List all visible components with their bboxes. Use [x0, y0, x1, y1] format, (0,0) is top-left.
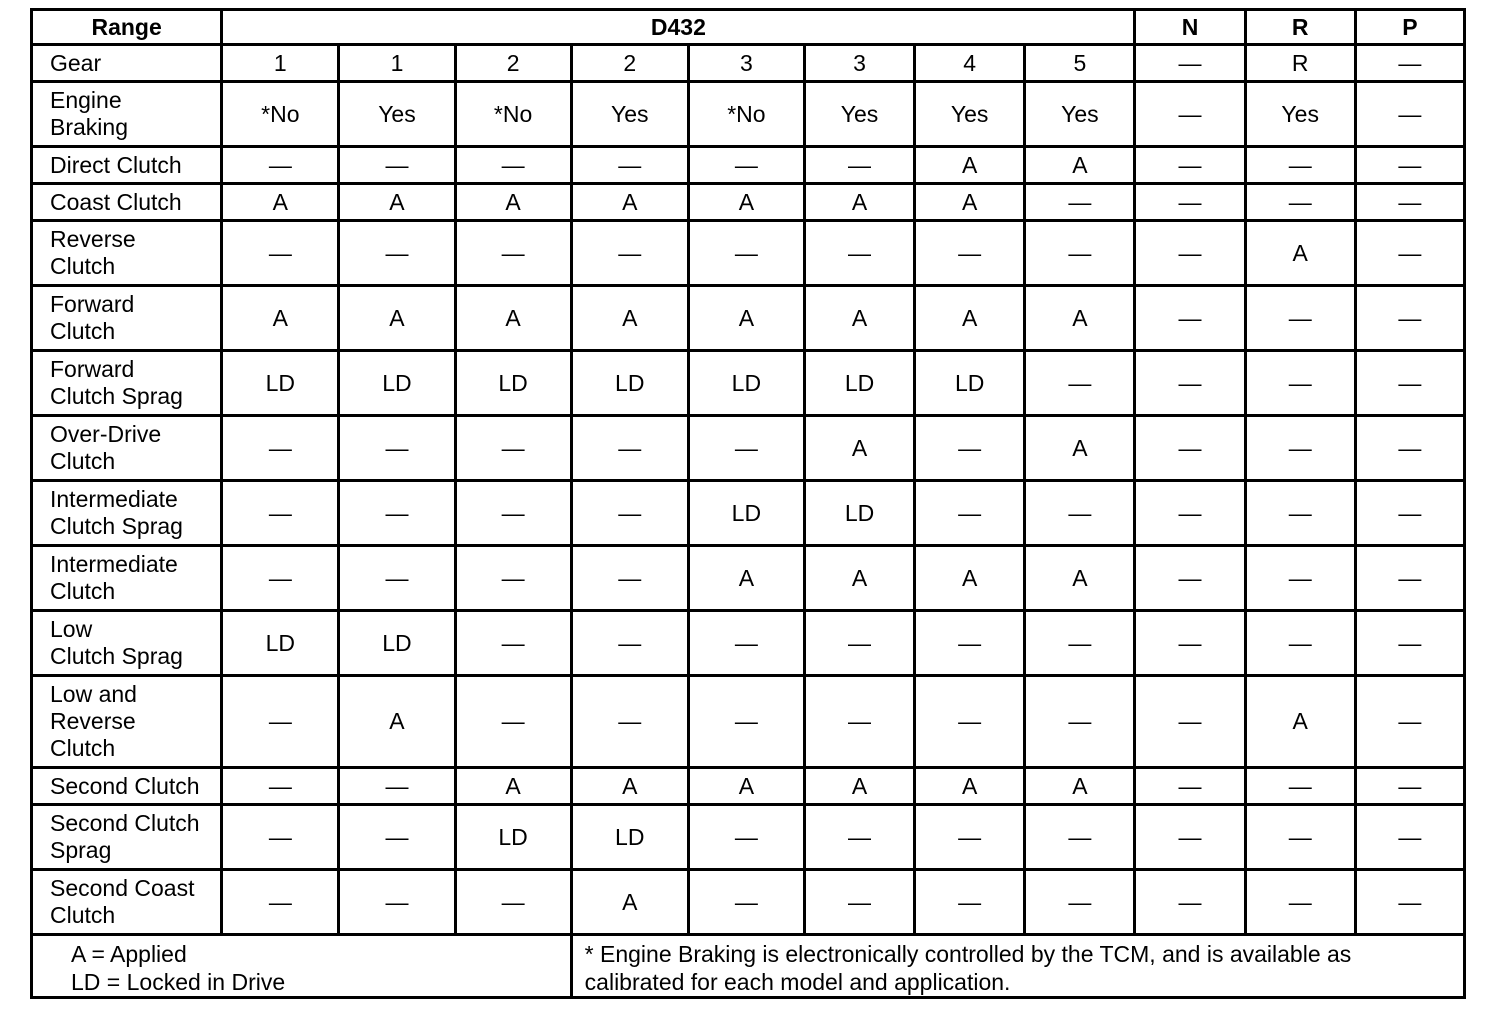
table-cell: A	[915, 184, 1025, 221]
table-cell: A	[571, 184, 688, 221]
table-cell: —	[1245, 611, 1355, 676]
table-cell: —	[571, 676, 688, 768]
table-cell: 1	[222, 45, 339, 82]
table-cell: A	[1025, 416, 1135, 481]
table-cell: —	[688, 416, 804, 481]
clutch-application-chart	[30, 8, 1466, 999]
table-cell: A	[804, 184, 914, 221]
table-cell: —	[1025, 221, 1135, 286]
table-cell: —	[339, 805, 455, 870]
table-cell: —	[222, 676, 339, 768]
table-cell: —	[1025, 870, 1135, 935]
row-label: Intermediate Clutch Sprag	[32, 481, 222, 546]
table-cell: LD	[915, 351, 1025, 416]
table-cell: —	[688, 611, 804, 676]
table-cell: —	[915, 611, 1025, 676]
table-cell: A	[1025, 546, 1135, 611]
table-cell: A	[339, 676, 455, 768]
table-cell: *No	[222, 82, 339, 147]
n-header: N	[1135, 10, 1245, 45]
table-cell: Yes	[339, 82, 455, 147]
row-label: Engine Braking	[32, 82, 222, 147]
table-row	[32, 351, 1465, 416]
table-cell: —	[339, 221, 455, 286]
table-cell: 3	[804, 45, 914, 82]
table-cell: LD	[339, 351, 455, 416]
table-cell: —	[1355, 676, 1464, 768]
row-label: Reverse Clutch	[32, 221, 222, 286]
table-cell: A	[804, 286, 914, 351]
table-cell: A	[339, 286, 455, 351]
table-cell: —	[804, 147, 914, 184]
table-cell: LD	[455, 351, 571, 416]
table-cell: —	[339, 870, 455, 935]
table-cell: LD	[804, 481, 914, 546]
table-cell: —	[1245, 481, 1355, 546]
table-cell: —	[1025, 805, 1135, 870]
clutch-application-table	[30, 8, 1466, 999]
table-cell: LD	[455, 805, 571, 870]
row-label: Gear	[32, 45, 222, 82]
table-cell: —	[1245, 286, 1355, 351]
table-cell: —	[1135, 546, 1245, 611]
table-cell: —	[915, 805, 1025, 870]
range-header: Range	[32, 10, 222, 45]
table-cell: —	[804, 870, 914, 935]
table-cell: A	[455, 768, 571, 805]
table-cell: LD	[571, 805, 688, 870]
table-cell: A	[804, 546, 914, 611]
table-cell: *No	[455, 82, 571, 147]
table-row	[32, 416, 1465, 481]
table-cell: A	[571, 286, 688, 351]
table-cell: A	[688, 184, 804, 221]
table-cell: —	[571, 546, 688, 611]
table-cell: A	[915, 546, 1025, 611]
table-cell: —	[1135, 147, 1245, 184]
table-cell: —	[804, 676, 914, 768]
table-cell: LD	[571, 351, 688, 416]
table-cell: —	[222, 870, 339, 935]
table-cell: A	[571, 768, 688, 805]
table-cell: —	[1025, 351, 1135, 416]
table-cell: —	[1135, 82, 1245, 147]
table-cell: —	[571, 416, 688, 481]
table-cell: LD	[222, 351, 339, 416]
table-cell: LD	[339, 611, 455, 676]
table-row	[32, 805, 1465, 870]
table-cell: —	[1135, 45, 1245, 82]
row-label: Low and Reverse Clutch	[32, 676, 222, 768]
table-row	[32, 676, 1465, 768]
table-cell: A	[915, 147, 1025, 184]
table-cell: —	[1025, 184, 1135, 221]
table-cell: —	[222, 221, 339, 286]
table-cell: A	[1025, 768, 1135, 805]
table-cell: A	[688, 768, 804, 805]
table-cell: 2	[455, 45, 571, 82]
table-cell: —	[1245, 147, 1355, 184]
table-cell: —	[571, 481, 688, 546]
table-cell: LD	[688, 481, 804, 546]
table-cell: —	[1135, 286, 1245, 351]
legend: A = Applied LD = Locked in Drive	[32, 935, 572, 998]
table-cell: —	[455, 870, 571, 935]
table-cell: —	[339, 481, 455, 546]
table-cell: A	[915, 286, 1025, 351]
table-cell: —	[339, 147, 455, 184]
table-cell: —	[222, 768, 339, 805]
table-cell: A	[1245, 221, 1355, 286]
table-cell: —	[1245, 546, 1355, 611]
row-label: Forward Clutch Sprag	[32, 351, 222, 416]
table-cell: —	[1245, 805, 1355, 870]
row-label: Forward Clutch	[32, 286, 222, 351]
table-cell: —	[222, 546, 339, 611]
table-cell: —	[804, 805, 914, 870]
table-row	[32, 768, 1465, 805]
table-cell: —	[915, 481, 1025, 546]
table-row	[32, 286, 1465, 351]
table-cell: A	[339, 184, 455, 221]
table-cell: —	[688, 805, 804, 870]
table-cell: A	[804, 768, 914, 805]
row-label: Second Clutch Sprag	[32, 805, 222, 870]
table-cell: —	[1355, 45, 1464, 82]
table-cell: A	[455, 184, 571, 221]
table-cell: A	[915, 768, 1025, 805]
row-label: Low Clutch Sprag	[32, 611, 222, 676]
table-row	[32, 147, 1465, 184]
table-cell: A	[571, 870, 688, 935]
table-cell: —	[455, 147, 571, 184]
table-cell: —	[1135, 870, 1245, 935]
p-header: P	[1355, 10, 1464, 45]
row-label: Over-Drive Clutch	[32, 416, 222, 481]
row-label: Direct Clutch	[32, 147, 222, 184]
table-cell: —	[1355, 221, 1464, 286]
table-cell: —	[339, 416, 455, 481]
table-cell: —	[1135, 611, 1245, 676]
row-label: Intermediate Clutch	[32, 546, 222, 611]
table-cell: —	[571, 611, 688, 676]
table-cell: —	[1245, 184, 1355, 221]
table-cell: —	[915, 870, 1025, 935]
table-cell: —	[455, 221, 571, 286]
table-cell: —	[222, 481, 339, 546]
row-label: Second Clutch	[32, 768, 222, 805]
table-cell: —	[455, 676, 571, 768]
table-row	[32, 221, 1465, 286]
table-body	[32, 45, 1465, 935]
table-cell: —	[688, 147, 804, 184]
table-cell: —	[1245, 351, 1355, 416]
table-cell: —	[222, 805, 339, 870]
table-cell: A	[688, 546, 804, 611]
table-cell: —	[688, 676, 804, 768]
table-cell: —	[1355, 546, 1464, 611]
table-cell: —	[571, 147, 688, 184]
table-cell: —	[222, 416, 339, 481]
table-cell: —	[1355, 805, 1464, 870]
table-cell: —	[1245, 768, 1355, 805]
table-cell: LD	[804, 351, 914, 416]
table-row	[32, 184, 1465, 221]
table-cell: —	[222, 147, 339, 184]
table-cell: 1	[339, 45, 455, 82]
row-label: Second Coast Clutch	[32, 870, 222, 935]
table-cell: R	[1245, 45, 1355, 82]
table-row	[32, 481, 1465, 546]
table-cell: A	[455, 286, 571, 351]
table-cell: LD	[222, 611, 339, 676]
table-cell: —	[571, 221, 688, 286]
table-cell: —	[455, 611, 571, 676]
table-cell: Yes	[804, 82, 914, 147]
table-cell: Yes	[1245, 82, 1355, 147]
d432-header: D432	[222, 10, 1135, 45]
table-cell: —	[1135, 805, 1245, 870]
table-cell: —	[455, 416, 571, 481]
table-cell: —	[455, 481, 571, 546]
row-label: Coast Clutch	[32, 184, 222, 221]
table-cell: Yes	[571, 82, 688, 147]
table-cell: —	[688, 221, 804, 286]
table-row	[32, 870, 1465, 935]
table-cell: —	[1355, 870, 1464, 935]
table-cell: —	[1355, 147, 1464, 184]
r-header: R	[1245, 10, 1355, 45]
table-cell: —	[1135, 676, 1245, 768]
table-cell: A	[1025, 147, 1135, 184]
table-cell: —	[1025, 481, 1135, 546]
table-cell: —	[915, 221, 1025, 286]
table-cell: —	[1355, 82, 1464, 147]
table-cell: A	[688, 286, 804, 351]
table-row	[32, 546, 1465, 611]
table-row	[32, 611, 1465, 676]
footer-row	[32, 935, 1465, 998]
table-cell: —	[339, 546, 455, 611]
table-cell: —	[1355, 611, 1464, 676]
table-cell: —	[1135, 481, 1245, 546]
table-cell: —	[1245, 870, 1355, 935]
table-cell: A	[1245, 676, 1355, 768]
table-cell: —	[1245, 416, 1355, 481]
table-cell: —	[1355, 416, 1464, 481]
table-cell: —	[688, 870, 804, 935]
table-cell: Yes	[915, 82, 1025, 147]
table-cell: *No	[688, 82, 804, 147]
table-cell: A	[222, 184, 339, 221]
table-cell: 3	[688, 45, 804, 82]
table-cell: —	[1355, 481, 1464, 546]
table-cell: —	[1025, 611, 1135, 676]
table-cell: —	[1135, 416, 1245, 481]
table-cell: —	[1355, 351, 1464, 416]
table-cell: —	[339, 768, 455, 805]
table-cell: LD	[688, 351, 804, 416]
table-cell: —	[1025, 676, 1135, 768]
table-row	[32, 45, 1465, 82]
table-cell: A	[222, 286, 339, 351]
table-cell: —	[1355, 768, 1464, 805]
table-cell: 4	[915, 45, 1025, 82]
table-cell: —	[455, 546, 571, 611]
table-cell: —	[915, 416, 1025, 481]
table-cell: —	[1135, 351, 1245, 416]
table-cell: 5	[1025, 45, 1135, 82]
table-cell: —	[804, 611, 914, 676]
table-cell: —	[1355, 286, 1464, 351]
table-row	[32, 82, 1465, 147]
table-cell: —	[1135, 768, 1245, 805]
table-cell: —	[804, 221, 914, 286]
table-cell: A	[804, 416, 914, 481]
table-cell: —	[915, 676, 1025, 768]
table-cell: Yes	[1025, 82, 1135, 147]
table-cell: —	[1355, 184, 1464, 221]
header-row	[32, 10, 1465, 45]
table-cell: —	[1135, 221, 1245, 286]
table-cell: 2	[571, 45, 688, 82]
footnote: * Engine Braking is electronically controlled by the TCM, and is available as calibrated for each model and application.	[571, 935, 1464, 998]
table-cell: —	[1135, 184, 1245, 221]
table-cell: A	[1025, 286, 1135, 351]
